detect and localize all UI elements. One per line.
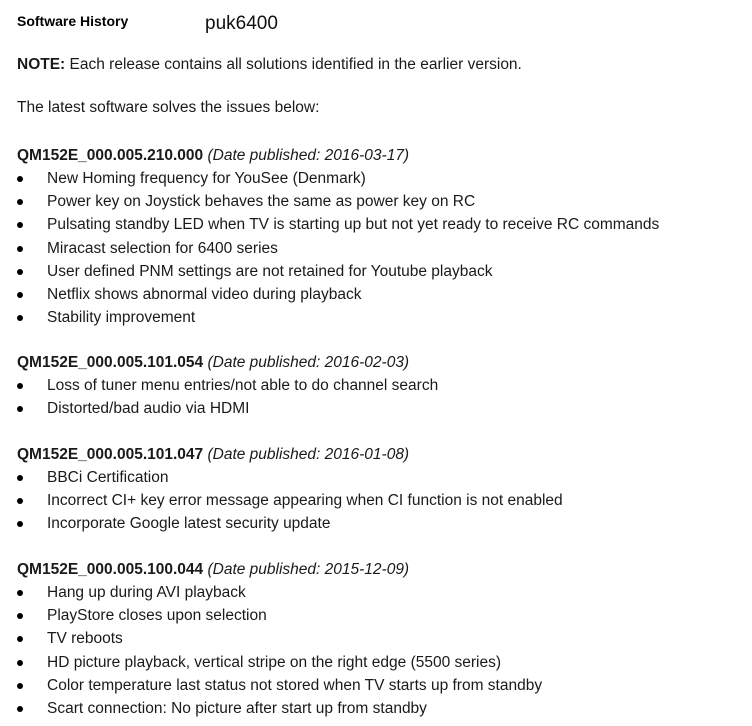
issue-text: Netflix shows abnormal video during playback	[47, 285, 362, 303]
release-version: QM152E_000.005.101.047	[17, 446, 204, 463]
release-section	[17, 144, 737, 329]
bullet-icon	[17, 636, 23, 642]
bullet-icon	[17, 176, 23, 182]
bullet-icon	[17, 315, 23, 321]
list-item	[17, 604, 737, 627]
bullet-icon	[17, 246, 23, 252]
release-heading	[17, 558, 737, 581]
note-text: Each release contains all solutions identified in the earlier version.	[65, 56, 522, 73]
issue-text: Incorrect CI+ key error message appearing when CI function is not enabled	[47, 492, 563, 510]
list-item	[17, 374, 737, 397]
bullet-icon	[17, 475, 23, 481]
issue-text: Stability improvement	[47, 309, 196, 327]
issue-text: Hang up during AVI playback	[47, 584, 246, 601]
list-item	[17, 237, 737, 260]
bullet-icon	[17, 292, 23, 298]
release-section	[17, 443, 737, 536]
list-item	[17, 489, 737, 512]
issue-text: Loss of tuner menu entries/not able to do channel search	[47, 377, 439, 394]
bullet-icon	[17, 660, 23, 666]
bullet-icon	[17, 590, 23, 596]
release-section	[17, 558, 737, 720]
issue-text: Miracast selection for 6400 series	[47, 239, 278, 257]
bullet-icon	[17, 383, 23, 389]
list-item	[17, 512, 737, 535]
intro-paragraph: The latest software solves the issues below:	[17, 99, 320, 116]
list-item	[17, 627, 737, 650]
issue-text: Color temperature last status not stored when TV starts up from standby	[47, 676, 543, 694]
release-date: (Date published: 2016-01-08)	[207, 446, 410, 463]
release-heading	[17, 443, 737, 466]
release-section	[17, 351, 737, 420]
list-item	[17, 283, 737, 306]
list-item	[17, 397, 737, 420]
bullet-icon	[17, 199, 23, 205]
release-version: QM152E_000.005.101.054	[17, 354, 204, 371]
issue-text: Power key on Joystick behaves the same as power key on RC	[47, 193, 476, 211]
list-item	[17, 466, 737, 489]
issue-text: User defined PNM settings are not retained for Youtube playback	[47, 262, 493, 280]
issue-list	[17, 374, 737, 420]
bullet-icon	[17, 406, 23, 412]
list-item	[17, 651, 737, 674]
release-date: (Date published: 2016-02-03)	[207, 354, 410, 371]
release-heading	[17, 144, 737, 167]
bullet-icon	[17, 613, 23, 619]
issue-text: Distorted/bad audio via HDMI	[47, 400, 250, 418]
bullet-icon	[17, 498, 23, 504]
list-item	[17, 213, 737, 236]
bullet-icon	[17, 706, 23, 712]
release-version: QM152E_000.005.210.000	[17, 147, 204, 164]
issue-text: New Homing frequency for YouSee (Denmark)	[47, 170, 366, 187]
list-item	[17, 581, 737, 604]
release-date: (Date published: 2016-03-17)	[207, 147, 410, 164]
issue-text: Pulsating standby LED when TV is starting up but not yet ready to receive RC commands	[47, 216, 660, 234]
model-name: puk6400	[205, 13, 278, 34]
list-item	[17, 260, 737, 283]
issue-text: BBCi Certification	[47, 469, 169, 486]
issue-text: Scart connection: No picture after start up from standby	[47, 699, 427, 717]
release-version: QM152E_000.005.100.044	[17, 561, 204, 578]
issue-list	[17, 466, 737, 536]
bullet-icon	[17, 521, 23, 527]
bullet-icon	[17, 222, 23, 228]
release-date: (Date published: 2015-12-09)	[207, 561, 410, 578]
list-item	[17, 697, 737, 720]
list-item	[17, 190, 737, 213]
list-item	[17, 674, 737, 697]
release-heading	[17, 351, 737, 374]
issue-list	[17, 167, 737, 329]
issue-list	[17, 581, 737, 720]
page-title: Software History	[17, 13, 129, 29]
list-item	[17, 167, 737, 190]
note-label: NOTE:	[17, 56, 66, 73]
issue-text: PlayStore closes upon selection	[47, 607, 267, 625]
page-header	[17, 11, 717, 39]
issue-text: TV reboots	[47, 630, 123, 648]
issue-text: HD picture playback, vertical stripe on the right edge (5500 series)	[47, 653, 502, 671]
issue-text: Incorporate Google latest security update	[47, 515, 331, 533]
list-item	[17, 306, 737, 329]
bullet-icon	[17, 269, 23, 275]
note-paragraph	[17, 56, 522, 74]
bullet-icon	[17, 683, 23, 689]
